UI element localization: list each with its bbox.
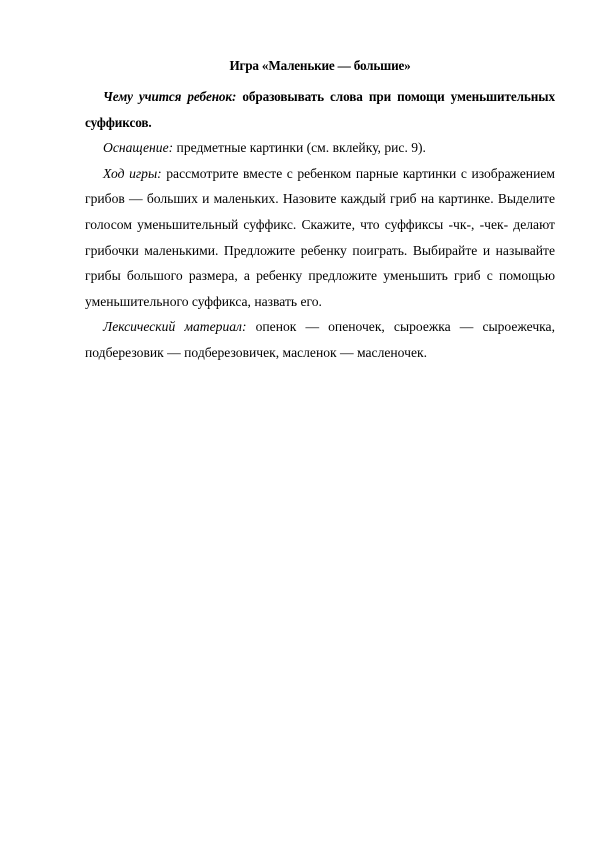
equipment-text: предметные картинки (см. вклейку, рис. 9). [173,140,426,156]
document-body [85,84,555,366]
lexical-material-paragraph [85,314,555,365]
lexical-material-text: опенок — опеночек, сыроежка — сыроежечка, подберезовик — подберезовичек, масленок — масленочек. [85,319,555,360]
lexical-material-label: Лексический материал: [103,319,247,335]
game-flow-label: Ход игры: [103,165,162,181]
equipment-paragraph [85,135,555,161]
goal-label: Чему учится ребенок: [103,89,237,104]
game-flow-text: рассмотрите вместе с ребенком парные картинки с изображением грибов — больших и маленьких. Назовите каждый гриб на картинке. Выделите голосом уменьшительный суффикс. Скажите, что суффиксы -чк-, -чек- делают грибочки маленькими. Предложите ребенку поиграть. Выбирайте и называйте грибы большого размера, а ребенку предложите уменьшить гриб с помощью уменьшительного суффикса, назвать его. [85,165,555,309]
goal-paragraph [85,84,555,135]
page-title: Игра «Маленькие — большие» [229,58,411,73]
goal-text: образовывать слова при помощи уменьшительных суффиксов. [85,89,555,130]
equipment-label: Оснащение: [103,140,174,156]
game-flow-paragraph [85,161,555,315]
